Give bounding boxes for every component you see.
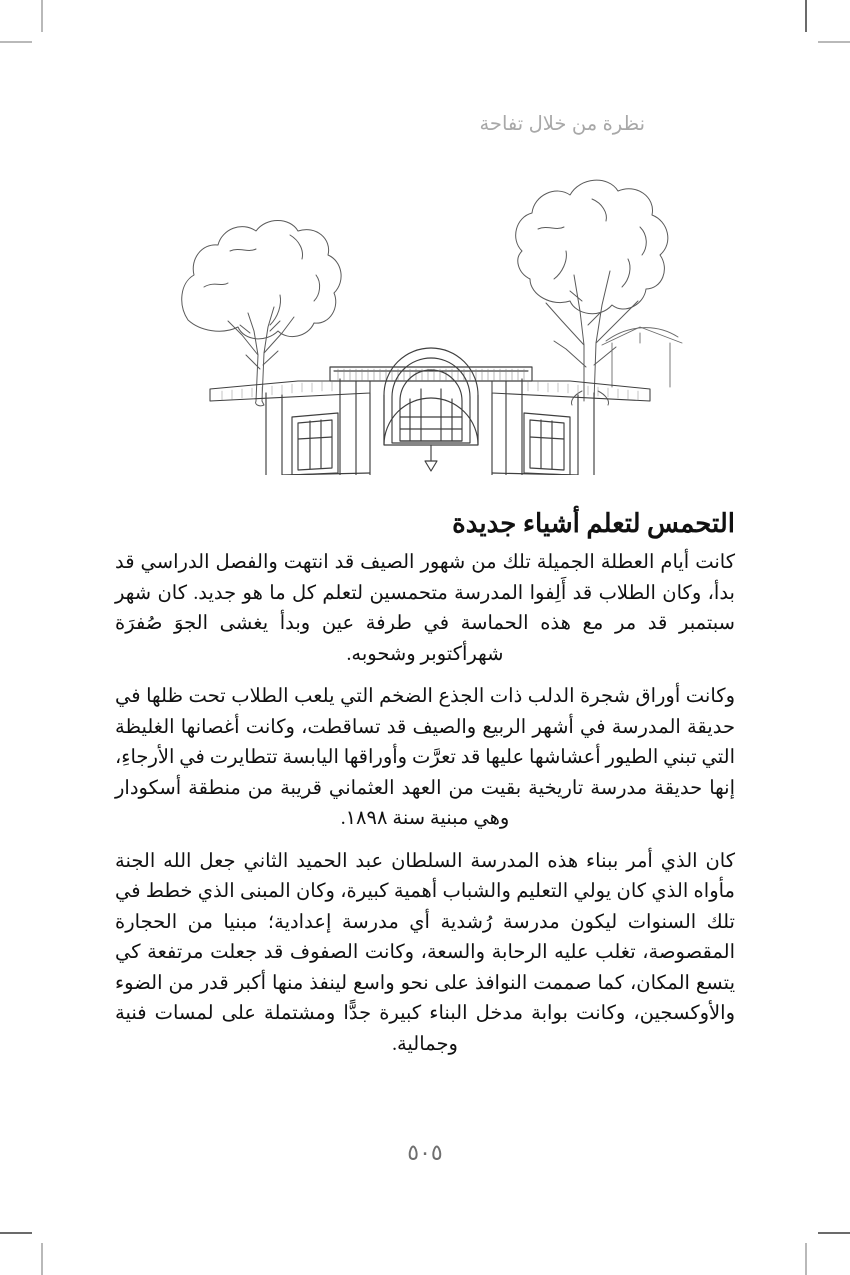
- page-content: [115, 0, 735, 1275]
- window-upper-right: [524, 413, 570, 475]
- crop-mark-top-right-vertical: [805, 0, 807, 32]
- paragraph-2: وكانت أوراق شجرة الدلب ذات الجذع الضخم التي يلعب الطلاب تحت ظلها في حديقة المدرسة في أشهر الربيع والصيف قد تساقطت، وكانت أغصانها الغليظة التي تبني الطيور أعشاشها عليها قد تعرَّت وأوراقها اليابسة تتطايرت في الأرجاءِ، إنها حديقة مدرسة تاريخية بقيت من العهد العثماني قريبة من منطقة أسكودار وهي مبنية سنة ١٨٩٨.: [115, 686, 735, 829]
- page-title: التحمس لتعلم أشياء جديدة: [452, 509, 735, 539]
- paragraph-1: كانت أيام العطلة الجميلة تلك من شهور الصيف قد انتهت والفصل الدراسي قد بدأ، وكان الطلاب قد أَلِفوا المدرسة متحمسين لتعلم كل ما هو جديد. كان شهر سبتمبر قد مر مع هذه الحماسة في طرفة عين وبدأ يغشى الجوَ صُفرَة شهرأكتوبر وشحوبه.: [115, 552, 735, 665]
- body-text: [115, 548, 735, 1072]
- chapter-illustration: [170, 155, 690, 475]
- running-head: نظرة من خلال تفاحة: [479, 113, 645, 135]
- page-number: ٥٠٥: [407, 1140, 443, 1165]
- right-tree-icon: [516, 180, 668, 405]
- crop-mark-top-left-vertical: [41, 0, 43, 32]
- crop-mark-bottom-left-vertical: [41, 1243, 43, 1275]
- crop-mark-bottom-right-horizontal: [818, 1232, 850, 1234]
- crop-mark-top-right-horizontal: [818, 41, 850, 43]
- crop-mark-bottom-right-vertical: [805, 1243, 807, 1275]
- garden-pavilion: [602, 327, 682, 387]
- crop-mark-bottom-left-horizontal: [0, 1232, 32, 1234]
- window-upper-left: [292, 413, 338, 475]
- arched-window: [384, 348, 478, 445]
- crop-mark-top-left-horizontal: [0, 41, 32, 43]
- left-tree-icon: [182, 221, 341, 406]
- paragraph-3: كان الذي أمر ببناء هذه المدرسة السلطان عبد الحميد الثاني جعل الله الجنة مأواه الذي كان يولي التعليم والشباب أهمية كبيرة، وكان المبنى الذي خطط في تلك السنوات ليكون مدرسة رُشدية أي مدرسة إعدادية؛ مبنيا من الحجارة المقصوصة، تغلب عليه الرحابة والسعة، وكانت الصفوف قد جعلت مرتفعة كي يتسع المكان، كما صممت النوافذ على نحو واسع لينفذ منها أكبر قدر من الضوء والأوكسجين، وكانت بوابة مدخل البناء كبيرة جدًّا ومشتملة على لمسات فنية وجمالية.: [115, 850, 735, 1055]
